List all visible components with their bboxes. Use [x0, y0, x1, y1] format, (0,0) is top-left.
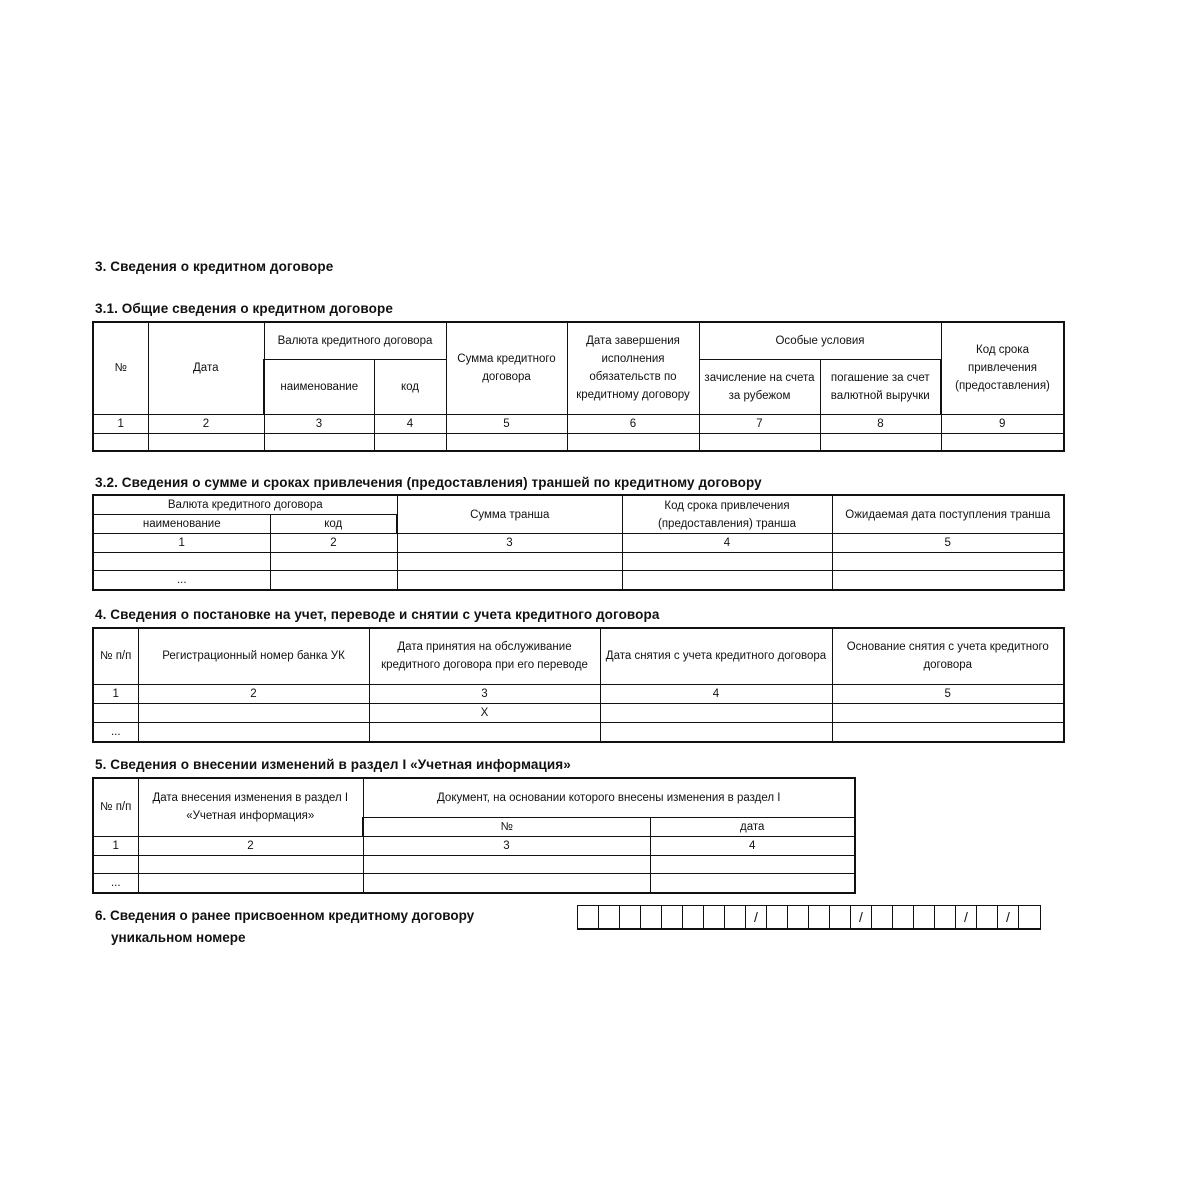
table-cell[interactable]: [397, 553, 622, 571]
header-end-date: Дата завершения исполнения обязательств по кредитному договору: [567, 322, 699, 414]
col-num: 3: [397, 534, 622, 553]
digit-cell[interactable]: [830, 906, 851, 928]
digit-cell[interactable]: [725, 906, 746, 928]
table-cell[interactable]: [138, 703, 369, 722]
col-num: 5: [832, 684, 1064, 703]
table-cell[interactable]: [699, 433, 820, 451]
digit-cell[interactable]: [620, 906, 641, 928]
ellipsis-cell: ...: [93, 873, 138, 893]
table-cell[interactable]: [93, 855, 138, 873]
header-expected-date: Ожидаемая дата поступления транша: [832, 495, 1064, 534]
table-cell[interactable]: [650, 873, 855, 893]
section-5-title: 5. Сведения о внесении изменений в раздел I «Учетная информация»: [95, 757, 571, 772]
header-change-date: Дата внесения изменения в раздел I «Учетная информация»: [138, 778, 363, 836]
section-6-title-line2: уникальном номере: [111, 930, 246, 945]
digit-cell[interactable]: [977, 906, 998, 928]
column-numbers-row: [93, 684, 1064, 703]
table-cell[interactable]: [93, 553, 270, 571]
header-sum: Сумма кредитного договора: [446, 322, 567, 414]
table-5: [92, 777, 856, 894]
digit-cell[interactable]: [578, 906, 599, 928]
col-num: 4: [374, 414, 446, 433]
table-row[interactable]: [93, 553, 1064, 571]
table-row[interactable]: [93, 873, 855, 893]
table-row[interactable]: [93, 703, 1064, 722]
table-row[interactable]: [93, 433, 1064, 451]
table-cell[interactable]: [600, 722, 832, 742]
table-cell[interactable]: [270, 571, 397, 591]
header-special: Особые условия: [699, 322, 941, 359]
table-cell[interactable]: [832, 722, 1064, 742]
column-numbers-row: [93, 836, 855, 855]
digit-cell[interactable]: [599, 906, 620, 928]
column-numbers-row: [93, 534, 1064, 553]
table-cell[interactable]: [567, 433, 699, 451]
header-basis: Основание снятия с учета кредитного договора: [832, 628, 1064, 684]
separator-slash: /: [956, 906, 977, 928]
header-currency-name: наименование: [93, 515, 270, 534]
col-num: 3: [264, 414, 374, 433]
col-num: 3: [369, 684, 600, 703]
unique-number-cells[interactable]: [577, 905, 1041, 930]
header-reg-number: Регистрационный номер банка УК: [138, 628, 369, 684]
header-document: Документ, на основании которого внесены изменения в раздел I: [363, 778, 855, 817]
digit-cell[interactable]: [872, 906, 893, 928]
table-cell[interactable]: [374, 433, 446, 451]
table-cell[interactable]: [270, 553, 397, 571]
header-special-b: погашение за счет валютной выручки: [820, 359, 941, 414]
col-num: 8: [820, 414, 941, 433]
header-num: № п/п: [93, 778, 138, 836]
table-cell[interactable]: [93, 433, 148, 451]
col-num: 9: [941, 414, 1064, 433]
header-term-code: Код срока привлечения (предоставления) транша: [622, 495, 832, 534]
header-special-a: зачисление на счета за рубежом: [699, 359, 820, 414]
col-num: 2: [270, 534, 397, 553]
header-currency: Валюта кредитного договора: [93, 495, 397, 515]
header-currency-name: наименование: [264, 359, 374, 414]
header-date: Дата: [148, 322, 264, 414]
digit-cell[interactable]: [662, 906, 683, 928]
table-cell[interactable]: [148, 433, 264, 451]
table-row[interactable]: [93, 571, 1064, 591]
header-removal-date: Дата снятия с учета кредитного договора: [600, 628, 832, 684]
table-cell[interactable]: [600, 703, 832, 722]
digit-cell[interactable]: [935, 906, 956, 928]
table-row[interactable]: [93, 722, 1064, 742]
table-4: [92, 627, 1065, 743]
header-sum: Сумма транша: [397, 495, 622, 534]
col-num: 4: [650, 836, 855, 855]
table-cell[interactable]: [622, 553, 832, 571]
header-term-code: Код срока привлечения (предоставления): [941, 322, 1064, 414]
table-cell[interactable]: [446, 433, 567, 451]
col-num: 6: [567, 414, 699, 433]
col-num: 1: [93, 534, 270, 553]
table-cell[interactable]: [138, 722, 369, 742]
section-3-1-title: 3.1. Общие сведения о кредитном договоре: [95, 301, 393, 316]
header-doc-number: №: [363, 817, 650, 836]
table-cell[interactable]: [650, 855, 855, 873]
digit-cell[interactable]: [1019, 906, 1040, 928]
header-currency-code: код: [270, 515, 397, 534]
col-num: 2: [138, 836, 363, 855]
digit-cell[interactable]: [809, 906, 830, 928]
table-cell[interactable]: [941, 433, 1064, 451]
col-num: 5: [832, 534, 1064, 553]
table-cell[interactable]: [820, 433, 941, 451]
col-num: 7: [699, 414, 820, 433]
section-4-title: 4. Сведения о постановке на учет, переводе и снятии с учета кредитного договора: [95, 607, 660, 622]
table-cell[interactable]: [138, 855, 363, 873]
table-cell[interactable]: [832, 571, 1064, 591]
column-numbers-row: [93, 414, 1064, 433]
header-accept-date: Дата принятия на обслуживание кредитного договора при его переводе: [369, 628, 600, 684]
ellipsis-cell: ...: [93, 571, 270, 591]
header-num: №: [93, 322, 148, 414]
col-num: 2: [148, 414, 264, 433]
digit-cell[interactable]: [704, 906, 725, 928]
digit-cell[interactable]: [683, 906, 704, 928]
header-currency-code: код: [374, 359, 446, 414]
col-num: 5: [446, 414, 567, 433]
table-cell[interactable]: [832, 553, 1064, 571]
digit-cell[interactable]: [641, 906, 662, 928]
separator-slash: /: [998, 906, 1019, 928]
table-cell[interactable]: [93, 703, 138, 722]
col-num: 1: [93, 836, 138, 855]
table-cell[interactable]: [832, 703, 1064, 722]
col-num: 2: [138, 684, 369, 703]
table-cell[interactable]: [363, 855, 650, 873]
col-num: 1: [93, 684, 138, 703]
table-cell[interactable]: [138, 873, 363, 893]
col-num: 4: [600, 684, 832, 703]
x-mark: Х: [369, 703, 600, 722]
table-cell[interactable]: [369, 722, 600, 742]
col-num: 1: [93, 414, 148, 433]
header-doc-date: дата: [650, 817, 855, 836]
table-cell[interactable]: [363, 873, 650, 893]
section-6-title: 6. Сведения о ранее присвоенном кредитному договору: [95, 908, 475, 923]
section-3-2-title: 3.2. Сведения о сумме и сроках привлечения (предоставления) траншей по кредитному договору: [95, 475, 762, 490]
digit-cell[interactable]: [788, 906, 809, 928]
table-cell[interactable]: [264, 433, 374, 451]
digit-cell[interactable]: [914, 906, 935, 928]
separator-slash: /: [746, 906, 767, 928]
digit-cell[interactable]: [893, 906, 914, 928]
col-num: 3: [363, 836, 650, 855]
ellipsis-cell: ...: [93, 722, 138, 742]
section-3-title: 3. Сведения о кредитном договоре: [95, 259, 334, 274]
col-num: 4: [622, 534, 832, 553]
table-3-1: [92, 321, 1065, 452]
table-cell[interactable]: [622, 571, 832, 591]
table-row[interactable]: [93, 855, 855, 873]
table-3-2: [92, 494, 1065, 591]
table-cell[interactable]: [397, 571, 622, 591]
separator-slash: /: [851, 906, 872, 928]
header-currency: Валюта кредитного договора: [264, 322, 446, 359]
header-num: № п/п: [93, 628, 138, 684]
digit-cell[interactable]: [767, 906, 788, 928]
